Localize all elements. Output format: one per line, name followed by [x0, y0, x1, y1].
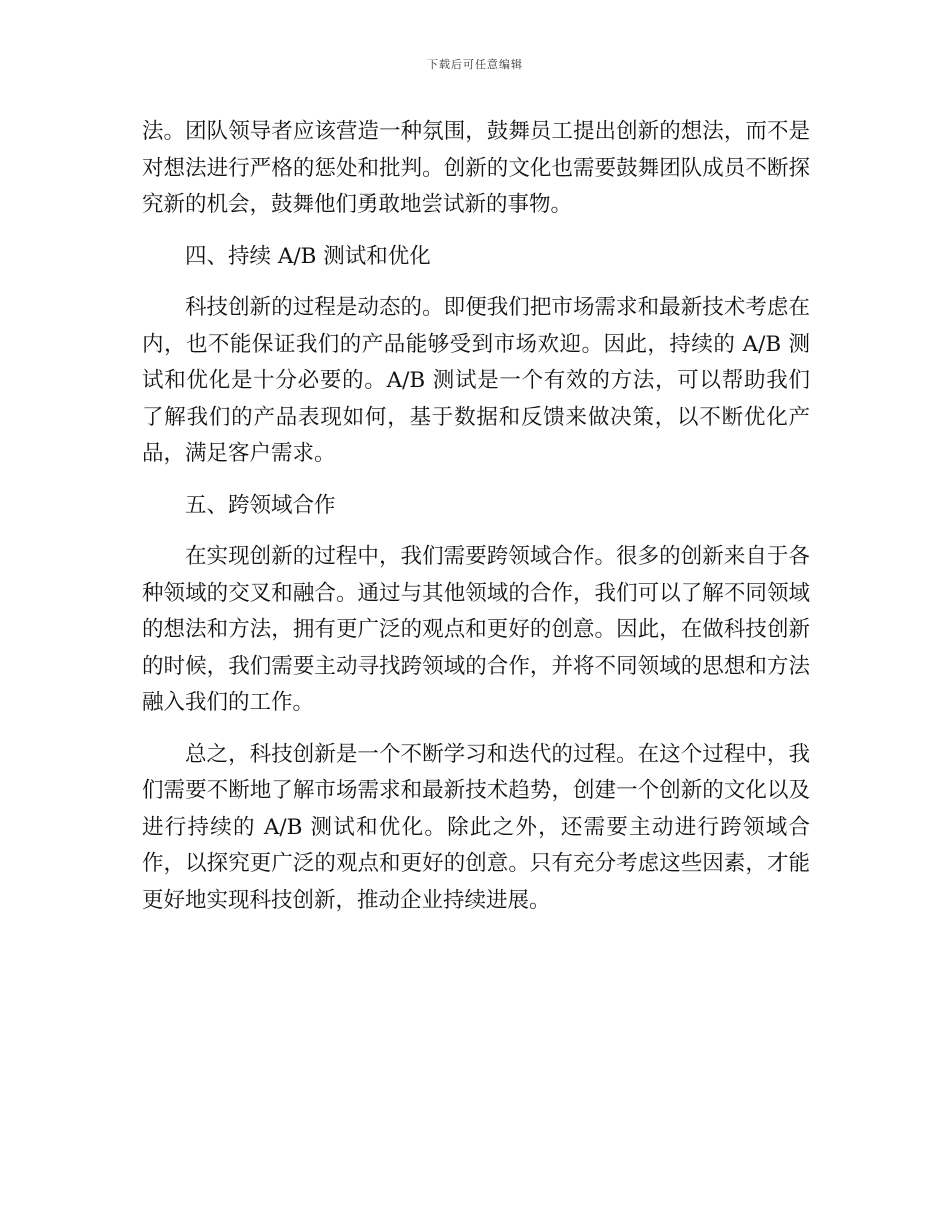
page-header: 下载后可任意编辑	[427, 58, 523, 71]
section-heading-cross-domain: 五、跨领域合作	[185, 492, 336, 518]
paragraph-conclusion: 总之，科技创新是一个不断学习和迭代的过程。在这个过程中，我们需要不断地了解市场需求和最新技术趋势，创建一个创新的文化以及进行持续的 A/B 测试和优化。除此之外，还需要主动进行跨领域合作，以探究更广泛的观点和更好的创意。只有充分考虑这些因素，才能更好地实现科技创新，推动企业持续进展。	[142, 741, 810, 913]
document-body	[142, 114, 810, 934]
paragraph-cross-domain: 在实现创新的过程中，我们需要跨领域合作。很多的创新来自于各种领域的交叉和融合。通过与其他领域的合作，我们可以了解不同领域的想法和方法，拥有更广泛的观点和更好的创意。因此，在做科技创新的时候，我们需要主动寻找跨领域的合作，并将不同领域的思想和方法融入我们的工作。	[142, 544, 810, 715]
paragraph-innovation-culture: 法。团队领导者应该营造一种氛围，鼓舞员工提出创新的想法，而不是对想法进行严格的惩处和批判。创新的文化也需要鼓舞团队成员不断探究新的机会，鼓舞他们勇敢地尝试新的事物。	[142, 119, 810, 217]
section-heading-ab-testing: 四、持续 A/B 测试和优化	[185, 243, 431, 269]
paragraph-ab-testing: 科技创新的过程是动态的。即便我们把市场需求和最新技术考虑在内，也不能保证我们的产品能够受到市场欢迎。因此，持续的 A/B 测试和优化是十分必要的。A/B 测试是一个有效的方法，可以帮助我们了解我们的产品表现如何，基于数据和反馈来做决策，以不断优化产品，满足客户需求。	[142, 295, 810, 466]
